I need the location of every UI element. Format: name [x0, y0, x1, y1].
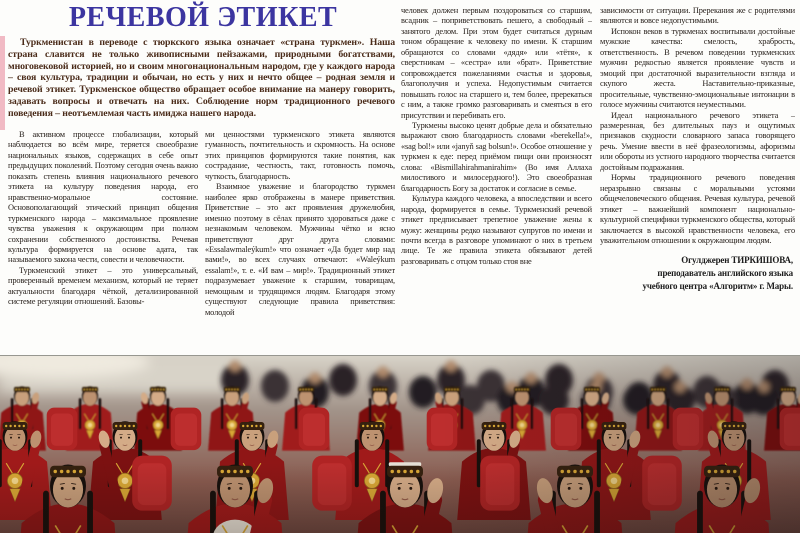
byline — [600, 254, 795, 293]
text-column-1 — [8, 130, 198, 353]
paragraph-col2-1: ми ценностями туркменского этикета являются гуманность, почтительность и скромность. На основе этих принципов формируются такие понятия, как сострадание, честность, такт, готовность помочь, чуткость, благодарность. — [205, 130, 395, 181]
byline-org: учебного центра «Алгоритм» г. Мары. — [642, 281, 793, 292]
text-column-2 — [205, 130, 395, 353]
article-photo — [0, 355, 800, 533]
scan-edge-artifact — [0, 36, 5, 130]
byline-role: преподаватель английского языка — [657, 268, 793, 279]
text-column-3 — [401, 6, 592, 353]
paragraph-col4-1: зависимости от ситуации. Пререкания же с родителями являются и вовсе недопустимыми. — [600, 6, 795, 26]
paragraph-col3-2: Туркмены высоко ценят добрые дела и обязательно выражают свою благодарность словами «berekella!», «sag bol!» или «janyň sag bolsun!». Особое отношение у туркмен к еде: перед приёмом пищи они произносят слова: «Bismillahirahmanirahim» (Во имя Аллаха милостивого и милосердного!). Это своеобразная благодарность Богу за достаток и согласие в семье. — [401, 120, 592, 193]
photo-illustration — [0, 356, 800, 533]
byline-name: Огулджерен ТИРКИШОВА, — [681, 255, 793, 266]
text-column-4 — [600, 6, 795, 353]
article-lead-paragraph: Туркменистан в переводе с тюркского языка означает «страна туркмен». Наша страна славится не только живописными пейзажами, природными богатствами, многовековой историей, но и своим многонациональным народом, где у каждого народа – своя культура, традиции и обычаи, но есть у них и нечто общее – родная земля и речевой этикет. Туркменское общество обращает особое внимание на манеру говорить, задавать вопросы и отвечать на них. Соблюдение норм традиционного речевого поведения – неотъемлемая часть имиджа нашего народа. — [8, 37, 395, 119]
article-title: РЕЧЕВОЙ ЭТИКЕТ — [68, 2, 338, 33]
paragraph-col3-3: Культура каждого человека, а впоследствии и всего народа, формируется в семье. Туркменский речевой этикет предписывает трепетное уважение жены к мужу: женщины редко называют супругов по имени и почти всегда в разговоре упоминают о них в третьем лице. Те же правила этикета обязывают детей разговаривать с отцом только стоя вне — [401, 194, 592, 266]
paragraph-col1-1: В активном процессе глобализации, который наблюдается во всём мире, теряется своеобразие национальных языков, содержащих в себе опыт предыдущих поколений. Поэтому сегодня очень важно показать степень влияния национального речевого этикета на культуру поведения народа, его нравственно-моральное состояние. Основополагающий этический принцип общения туркменского народа – максимальное проявление чувства уважения к окружающим при полном сохранении собственного достоинства. Речевая культура формируется на основе адата, так называемого закона чести, совести и человечности. — [8, 130, 198, 265]
paragraph-col4-2: Испокон веков в туркменах воспитывали достойные мужские качества: смелость, храбрость, ответственность. В речевом поведении туркменских мужчин редкостью является проявление чувств и эмоций при достаточной выразительности взгляда и скупого жеста. Наставительно-приказные, просительные, чувственно-эмоциональные интонации в голосе мужчины считаются неуместными. — [600, 26, 795, 110]
paragraph-col4-4: Нормы традиционного речевого поведения неразрывно связаны с моральными устоями общечеловеческого общения. Речевая культура, речевой этикет – важнейший компонент национально-культурной специфики туркменского общества, который заключается в высокой нравственности человека, его уважительном отношении к окружающим людям. — [600, 173, 795, 245]
paragraph-col3-1: человек должен первым поздороваться со старшим, всадник – поприветствовать пешего, а свободный – занятого делом. При этом будет считаться дурным тоном обращение к человеку по имени. К старшим обращаются со словами «дядя» или «тётя», к сверстникам – «сестра» или «брат». Приветствие сопровождается пожеланиями счастья и здоровья, благополучия и успеха. Недопустимым считается повышать голос на старшего и, тем более, пререкаться с ним, а также громко разговаривать и смеяться в его присутствии и перебивать его. — [401, 6, 592, 120]
paragraph-col1-2: Туркменский этикет – это универсальный, проверенный временем механизм, который не теряет актуальности благодаря чёткой, детализированной системе регуляции отношений. Базовы- — [8, 265, 198, 307]
paragraph-col2-2: Взаимное уважение и благородство туркмен наиболее ярко отображены в манере приветствия. Приветствие – это акт проявления дружелюбия, именно поэтому в сёлах принято здороваться даже с незнакомым человеком. Мужчины чётко и ясно приветствуют друг друга словами: «Essalawmaleýkum!» что означает «Да будет мир над вами!», во всех случаях отвечают: «Waleýkum essalam!», т. е. «И вам – мир!». Традиционный этикет подразумевает уважение к старшим, товарищам, немощным и трудящимся людям. Благодаря этому существуют следующие правила приветствия: молодой — [205, 182, 395, 317]
paragraph-col4-3: Идеал национального речевого этикета – размеренная, без длительных пауз и ощутимых признаков скудности словарного запаса говорящего речь. Умение ввести в неё фразеологизмы, афоризмы или обороты из устного народного творчества считается достойным подражания. — [600, 110, 795, 172]
